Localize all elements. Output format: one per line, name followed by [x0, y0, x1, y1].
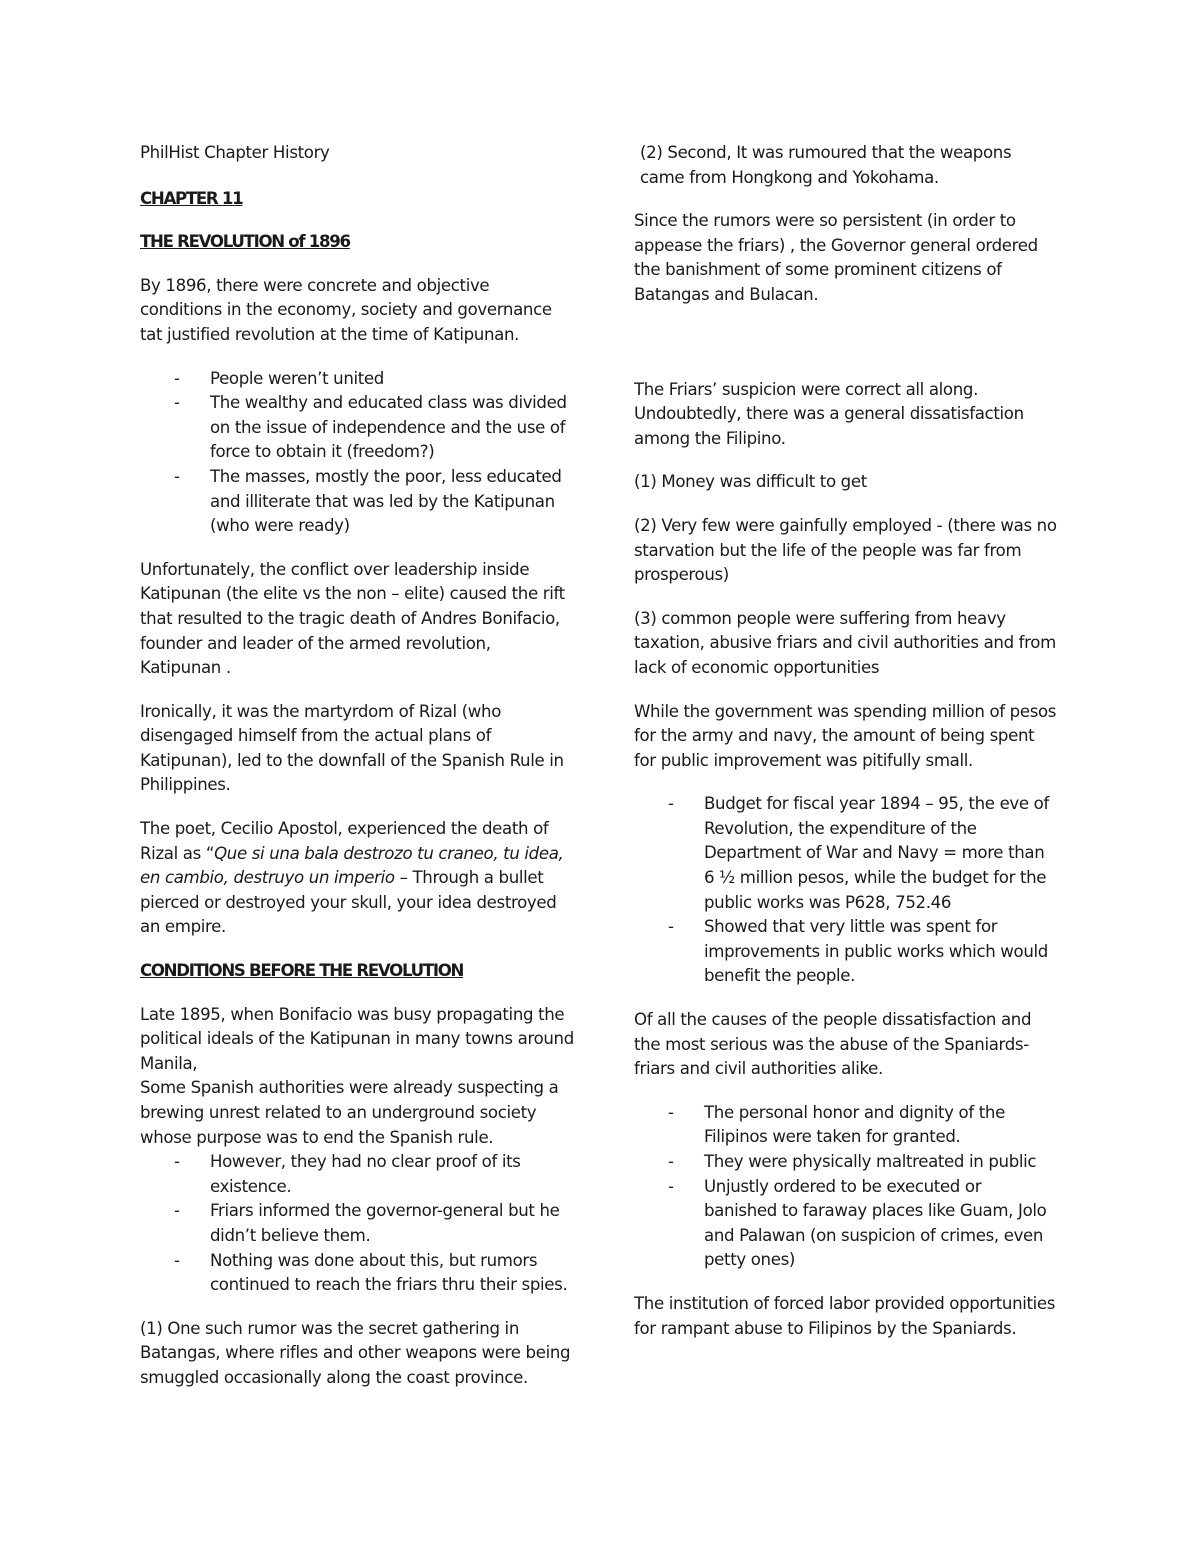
causes-paragraph: Of all the causes of the people dissatisfaction and the most serious was the abuse of the Spaniards- friars and civil authorities alike.: [634, 1010, 1032, 1079]
rumor-one-paragraph: (1) One such rumor was the secret gathering in Batangas, where rifles and other weapons were being smuggled occasionally along the coast province.: [140, 1318, 571, 1387]
document-label: PhilHist Chapter History: [140, 143, 330, 162]
banishment-paragraph: Since the rumors were so persistent (in order to appease the friars) , the Governor general ordered the banishment of some prominent citizens of Batangas and Bulacan.: [634, 211, 1038, 304]
budget-bullet-list: [634, 792, 1059, 989]
chapter-heading: CHAPTER 11: [140, 188, 243, 208]
late-1895-paragraph: Late 1895, when Bonifacio was busy propagating the political ideals of the Katipunan in many towns around Manila,: [140, 1004, 574, 1073]
spending-paragraph: While the government was spending million of pesos for the army and navy, the amount of being spent for public improvement was pitifully small.: [634, 701, 1057, 770]
list-item: - Budget for fiscal year 1894 – 95, the eve of Revolution, the expenditure of the Department of War and Navy = more than 6 ½ million pesos, while the budget for the public works was P628, 752.46: [704, 792, 1059, 915]
list-item: - Unjustly ordered to be executed or banished to faraway places like Guam, Jolo and Palawan (on suspicion of crimes, even petty ones): [704, 1175, 1059, 1273]
conflict-paragraph: Unfortunately, the conflict over leadership inside Katipunan (the elite vs the non – elite) caused the rift that resulted to the tragic death of Andres Bonifacio, founder and leader of the armed revolution, Katipunan .: [140, 559, 565, 678]
intro-bullet-list: [140, 367, 575, 539]
chapter-title: THE REVOLUTION of 1896: [140, 232, 350, 252]
list-item: - Showed that very little was spent for improvements in public works which would benefit the people.: [704, 915, 1059, 989]
cause-one-paragraph: (1) Money was difficult to get: [634, 472, 867, 492]
list-item: - The masses, mostly the poor, less educated and illiterate that was led by the Katipunan (who were ready): [210, 465, 575, 539]
list-item: - The personal honor and dignity of the Filipinos were taken for granted.: [704, 1101, 1059, 1150]
section-heading: CONDITIONS BEFORE THE REVOLUTION: [140, 961, 464, 981]
abuse-bullet-list: [634, 1101, 1059, 1273]
list-item: - The wealthy and educated class was divided on the issue of independence and the use of force to obtain it (freedom?): [210, 391, 575, 465]
late-bullet-list: [140, 1150, 575, 1298]
left-column: [140, 141, 575, 1410]
list-item: - Nothing was done about this, but rumors continued to reach the friars thru their spies.: [210, 1249, 575, 1298]
right-column: [634, 141, 1059, 1360]
poet-quote: Que si una bala destrozo tu craneo, tu idea, en cambio, destruyo un imperio: [140, 843, 564, 888]
rumor-two-paragraph: (2) Second, It was rumoured that the weapons came from Hongkong and Yokohama.: [640, 143, 1012, 187]
list-item: - However, they had no clear proof of its existence.: [210, 1150, 575, 1199]
forced-labor-paragraph: The institution of forced labor provided opportunities for rampant abuse to Filipinos by the Spaniards.: [634, 1293, 1056, 1338]
poet-paragraph: [140, 817, 575, 940]
suspicion-paragraph: The Friars’ suspicion were correct all along. Undoubtedly, there was a general dissatisfaction among the Filipino.: [634, 379, 1024, 448]
cause-two-paragraph: (2) Very few were gainfully employed - (there was no starvation but the life of the people was far from prosperous): [634, 515, 1057, 585]
intro-paragraph: By 1896, there were concrete and objective conditions in the economy, society and governance tat justified revolution at the time of Katipunan.: [140, 275, 552, 344]
list-item: - People weren’t united: [210, 367, 575, 392]
list-item: - They were physically maltreated in public: [704, 1150, 1059, 1175]
poet-lead-text: The poet, Cecilio Apostol, experienced the death of Rizal as “: [140, 819, 549, 863]
spanish-suspicion-paragraph: Some Spanish authorities were already suspecting a brewing unrest related to an underground society whose purpose was to end the Spanish rule.: [140, 1078, 559, 1147]
poet-tail-text: – Through a bullet pierced or destroyed your skull, your idea destroyed an empire.: [140, 868, 557, 937]
cause-three-paragraph: (3) common people were suffering from heavy taxation, abusive friars and civil authorities and from lack of economic opportunities: [634, 608, 1056, 677]
rizal-paragraph: Ironically, it was the martyrdom of Rizal (who disengaged himself from the actual plans of Katipunan), led to the downfall of the Spanish Rule in Philippines.: [140, 701, 564, 795]
list-item: - Friars informed the governor-general but he didn’t believe them.: [210, 1199, 575, 1248]
